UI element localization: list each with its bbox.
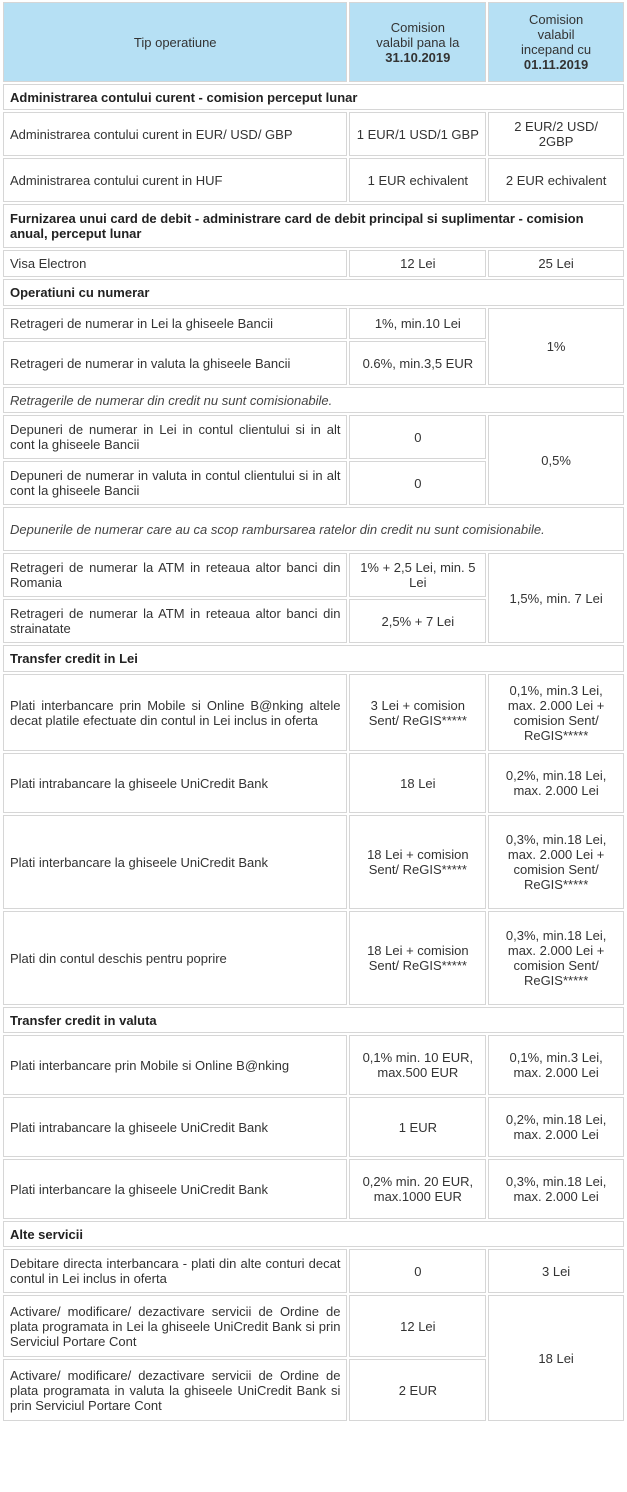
fee-until-value: 1%, min.10 Lei (349, 308, 486, 339)
fee-from-value: 0,2%, min.18 Lei, max. 2.000 Lei (488, 1097, 624, 1157)
table-row (3, 1159, 624, 1219)
table-row (3, 674, 624, 751)
section-title: Transfer credit in Lei (3, 645, 624, 672)
operation-description: Visa Electron (3, 250, 347, 277)
section-row (3, 1221, 624, 1247)
fee-until-value: 1 EUR (349, 1097, 486, 1157)
operation-description: Administrarea contului curent in HUF (3, 158, 347, 202)
table-row (3, 308, 624, 339)
operation-description: Depuneri de numerar in Lei in contul clientului si in alt cont la ghiseele Bancii (3, 415, 347, 459)
table-row (3, 553, 624, 597)
table-row (3, 1035, 624, 1095)
fee-from-value: 1,5%, min. 7 Lei (488, 553, 624, 643)
operation-description: Plati interbancare prin Mobile si Online B@nking (3, 1035, 347, 1095)
fee-until-value: 1% + 2,5 Lei, min. 5 Lei (349, 553, 486, 597)
operation-description: Retrageri de numerar la ATM in reteaua altor banci din strainatate (3, 599, 347, 643)
header-fee-from-line3: incepand cu (521, 42, 592, 57)
operation-description: Plati interbancare la ghiseele UniCredit Bank (3, 815, 347, 909)
fee-until-value: 12 Lei (349, 1295, 486, 1357)
header-fee-until-line1: Comision (390, 19, 445, 35)
table-row (3, 753, 624, 813)
operation-description: Plati interbancare la ghiseele UniCredit Bank (3, 1159, 347, 1219)
fee-from-value: 25 Lei (488, 250, 624, 277)
section-title: Alte servicii (3, 1221, 624, 1247)
table-row (3, 815, 624, 909)
fees-table (1, 0, 626, 1423)
section-row (3, 84, 624, 110)
section-row (3, 645, 624, 672)
operation-description: Debitare directa interbancara - plati din alte conturi decat contul in Lei inclus in oferta (3, 1249, 347, 1293)
header-fee-from-line1: Comision (529, 12, 584, 27)
table-row (3, 112, 624, 156)
fee-until-value: 2 EUR (349, 1359, 486, 1421)
fee-from-value: 1% (488, 308, 624, 385)
note-row (3, 387, 624, 413)
fee-from-value: 0,1%, min.3 Lei, max. 2.000 Lei (488, 1035, 624, 1095)
fee-until-value: 18 Lei + comision Sent/ ReGIS***** (349, 815, 486, 909)
operation-description: Administrarea contului curent in EUR/ USD/ GBP (3, 112, 347, 156)
fee-until-value: 2,5% + 7 Lei (349, 599, 486, 643)
operation-description: Retrageri de numerar in Lei la ghiseele Bancii (3, 308, 347, 339)
fee-from-value: 0,1%, min.3 Lei, max. 2.000 Lei + comision Sent/ ReGIS***** (488, 674, 624, 751)
fee-until-value: 3 Lei + comision Sent/ ReGIS***** (349, 674, 486, 751)
fee-until-value: 1 EUR/1 USD/1 GBP (349, 112, 486, 156)
operation-description: Plati intrabancare la ghiseele UniCredit Bank (3, 1097, 347, 1157)
table-row (3, 1249, 624, 1293)
fee-until-value: 0,2% min. 20 EUR, max.1000 EUR (349, 1159, 486, 1219)
operation-description: Retrageri de numerar in valuta la ghiseele Bancii (3, 341, 347, 385)
header-fee-from-date: 01.11.2019 (523, 57, 589, 72)
section-row (3, 204, 624, 248)
fee-from-value: 0,5% (488, 415, 624, 505)
section-title: Transfer credit in valuta (3, 1007, 624, 1033)
table-row (3, 911, 624, 1005)
header-fee-from (488, 2, 624, 82)
operation-description: Retrageri de numerar la ATM in reteaua altor banci din Romania (3, 553, 347, 597)
fee-from-value: 3 Lei (488, 1249, 624, 1293)
note-row (3, 507, 624, 551)
fee-until-value: 0.6%, min.3,5 EUR (349, 341, 486, 385)
table-header-row (3, 2, 624, 82)
fee-from-value: 0,3%, min.18 Lei, max. 2.000 Lei + comision Sent/ ReGIS***** (488, 815, 624, 909)
table-row (3, 250, 624, 277)
table-row (3, 415, 624, 459)
fee-until-value: 12 Lei (349, 250, 486, 277)
section-row (3, 1007, 624, 1033)
operation-description: Plati din contul deschis pentru poprire (3, 911, 347, 1005)
fee-until-value: 0 (349, 461, 486, 505)
section-title: Administrarea contului curent - comision perceput lunar (3, 84, 624, 110)
fee-until-value: 0,1% min. 10 EUR, max.500 EUR (349, 1035, 486, 1095)
table-row (3, 1097, 624, 1157)
fee-from-value: 0,3%, min.18 Lei, max. 2.000 Lei + comision Sent/ ReGIS***** (488, 911, 624, 1005)
fee-until-value: 18 Lei + comision Sent/ ReGIS***** (349, 911, 486, 1005)
fee-until-value: 0 (349, 1249, 486, 1293)
fee-from-value: 0,3%, min.18 Lei, max. 2.000 Lei (488, 1159, 624, 1219)
fee-until-value: 0 (349, 415, 486, 459)
header-fee-until-line2: valabil pana la (376, 34, 460, 50)
fee-until-value: 18 Lei (349, 753, 486, 813)
note-text: Depunerile de numerar care au ca scop rambursarea ratelor din credit nu sunt comisionabile. (3, 507, 624, 551)
header-fee-until-date: 31.10.2019 (385, 49, 451, 65)
operation-description: Depuneri de numerar in valuta in contul clientului si in alt cont la ghiseele Bancii (3, 461, 347, 505)
section-title: Operatiuni cu numerar (3, 279, 624, 306)
operation-description: Activare/ modificare/ dezactivare servicii de Ordine de plata programata in Lei la ghiseele UniCredit Bank si prin Serviciul Portare Cont (3, 1295, 347, 1357)
operation-description: Plati interbancare prin Mobile si Online B@nking altele decat platile efectuate din contul in Lei inclus in oferta (3, 674, 347, 751)
section-row (3, 279, 624, 306)
table-row (3, 1295, 624, 1357)
table-row (3, 158, 624, 202)
fee-from-value: 2 EUR echivalent (488, 158, 624, 202)
fee-from-value: 2 EUR/2 USD/ 2GBP (488, 112, 624, 156)
fee-from-value: 0,2%, min.18 Lei, max. 2.000 Lei (488, 753, 624, 813)
operation-description: Plati intrabancare la ghiseele UniCredit Bank (3, 753, 347, 813)
note-text: Retragerile de numerar din credit nu sunt comisionabile. (3, 387, 624, 413)
header-operation-type: Tip operatiune (3, 2, 347, 82)
fee-from-value: 18 Lei (488, 1295, 624, 1421)
operation-description: Activare/ modificare/ dezactivare servicii de Ordine de plata programata in valuta la ghiseele UniCredit Bank si prin Serviciul Portare Cont (3, 1359, 347, 1421)
section-title: Furnizarea unui card de debit - administrare card de debit principal si suplimentar - comision anual, perceput lunar (3, 204, 624, 248)
fee-until-value: 1 EUR echivalent (349, 158, 486, 202)
header-fee-until (349, 2, 486, 82)
header-fee-from-line2: valabil (537, 27, 575, 42)
